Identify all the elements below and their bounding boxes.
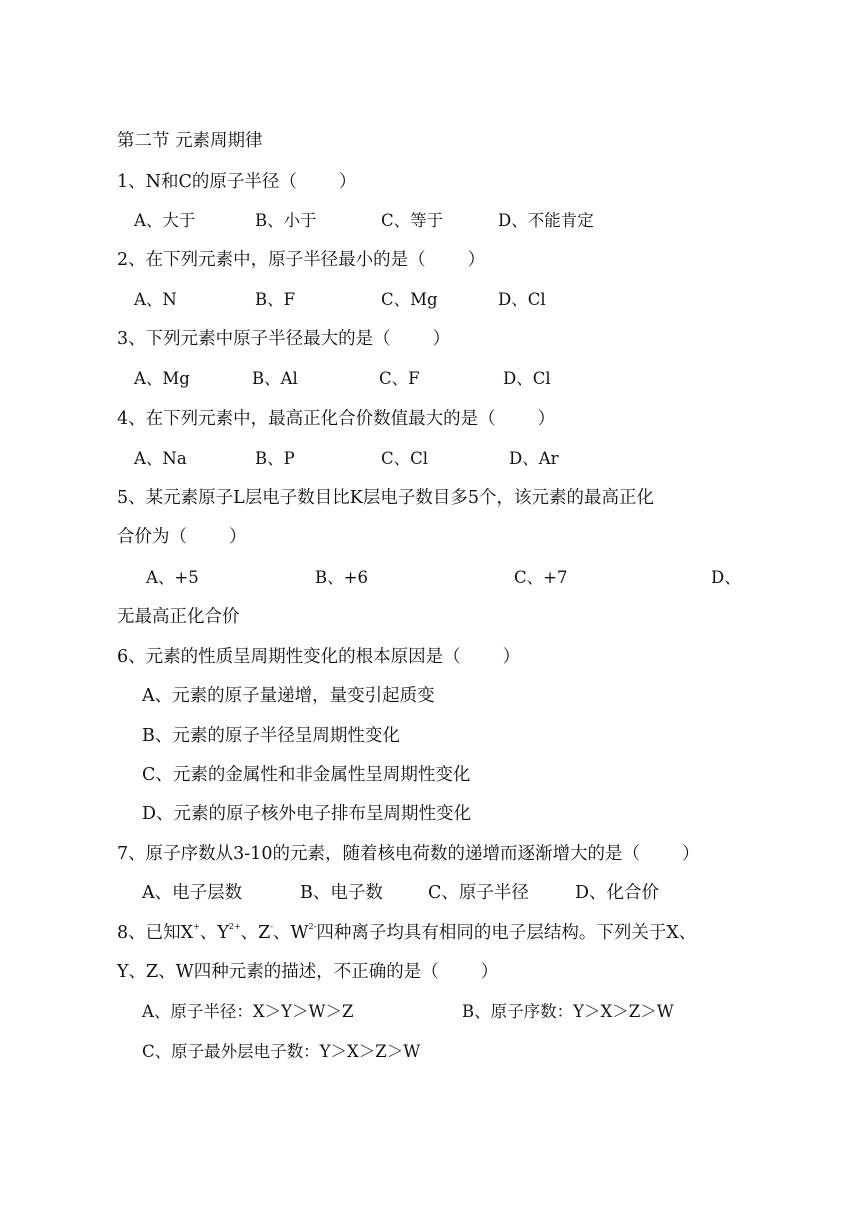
question-4-option-a: A、Na: [134, 449, 187, 468]
question-1-stem: [117, 170, 356, 194]
question-3-option-d: D、Cl: [503, 369, 551, 388]
ion-w: $W^{2-}$: [290, 922, 317, 943]
question-8-option-b: B、原子序数：Y＞X＞Z＞W: [462, 1002, 674, 1021]
question-8-option-c: C、原子最外层电子数：Y＞X＞Z＞W: [142, 1042, 421, 1061]
question-1-text: 1、N和C的原子半径（: [117, 172, 297, 192]
question-5-stem-line-1: 5、某元素原子L层电子数目比K层电子数目多5个，该元素的最高正化: [117, 488, 654, 508]
ion-x: X+: [180, 922, 200, 943]
question-3-option-a: A、Mg: [134, 369, 190, 388]
question-5-option-b: B、+6: [315, 568, 368, 587]
question-4-stem: [117, 407, 555, 431]
question-6-option-b: B、元素的原子半径呈周期性变化: [142, 726, 400, 746]
question-8-rest: 四种离子均具有相同的电子层结构。下列关于X、: [316, 923, 697, 943]
question-7-option-b: B、电子数: [300, 883, 383, 903]
question-1-option-d: D、不能肯定: [498, 211, 594, 230]
question-3-text: 3、下列元素中原子半径最大的是（: [117, 329, 391, 349]
question-6-option-a: A、元素的原子量递增，量变引起质变: [142, 686, 435, 706]
question-7-option-c: C、原子半径: [428, 883, 529, 903]
question-4-option-b: B、P: [255, 449, 295, 468]
question-8-prefix: 8、已知: [117, 923, 181, 943]
question-2-stem: [117, 248, 485, 272]
question-2-option-b: B、F: [255, 290, 296, 309]
question-7-stem: [117, 842, 699, 866]
question-1-option-c: C、等于: [381, 211, 444, 230]
question-5-option-d-continuation: 无最高正化合价: [117, 607, 240, 627]
question-3-stem: [117, 327, 450, 351]
question-1-option-a: A、大于: [134, 211, 196, 230]
question-8-stem-line-1: 8、已知X+、$Y^{2+}$、Z-、$W^{2-}$四种离子均具有相同的电子层结构。下列关于X、: [117, 922, 697, 943]
question-7-text: 7、原子序数从3-10的元素，随着核电荷数的递增而逐渐增大的是（: [117, 844, 640, 864]
ion-y: $Y^{2+}$: [217, 922, 241, 943]
question-8-stem-line-2: [117, 960, 498, 984]
question-5-option-d: D、: [711, 568, 741, 587]
section-title: 第二节 元素周期律: [117, 131, 263, 151]
question-2-option-c: C、Mg: [381, 290, 438, 309]
question-7-option-a: A、电子层数: [142, 883, 243, 903]
question-5-option-a: A、+5: [146, 568, 199, 587]
question-2-option-a: A、N: [134, 290, 177, 309]
question-3-option-b: B、Al: [252, 369, 298, 388]
question-1-option-b: B、小于: [255, 211, 317, 230]
question-8-option-a: A、原子半径：X＞Y＞W＞Z: [142, 1002, 354, 1021]
question-6-option-d: D、元素的原子核外电子排布呈周期性变化: [142, 804, 472, 824]
question-6-close: ）: [502, 647, 521, 667]
question-1-close: ）: [338, 172, 357, 192]
question-7-option-d: D、化合价: [575, 883, 660, 903]
question-5-option-c: C、+7: [514, 568, 568, 587]
question-6-option-c: C、元素的金属性和非金属性呈周期性变化: [142, 765, 471, 785]
question-3-option-c: C、F: [379, 369, 420, 388]
question-8-text: Y、Z、W四种元素的描述，不正确的是（: [117, 962, 439, 982]
ion-z: Z-: [258, 922, 274, 943]
question-2-option-d: D、Cl: [498, 290, 546, 309]
question-5-stem-line-2: [117, 525, 247, 549]
question-2-close: ）: [467, 250, 486, 270]
question-6-text: 6、元素的性质呈周期性变化的根本原因是（: [117, 647, 461, 667]
question-4-option-d: D、Ar: [509, 449, 559, 468]
question-5-close: ）: [229, 527, 247, 547]
question-5-text: 合价为（: [117, 527, 187, 547]
question-6-stem: [117, 645, 520, 669]
question-4-option-c: C、Cl: [381, 449, 429, 468]
question-7-close: ）: [681, 844, 700, 864]
question-4-close: ）: [537, 409, 556, 429]
question-4-text: 4、在下列元素中，最高正化合价数值最大的是（: [117, 409, 496, 429]
question-8-close: ）: [480, 962, 499, 982]
question-2-text: 2、在下列元素中，原子半径最小的是（: [117, 250, 426, 270]
question-3-close: ）: [432, 329, 451, 349]
